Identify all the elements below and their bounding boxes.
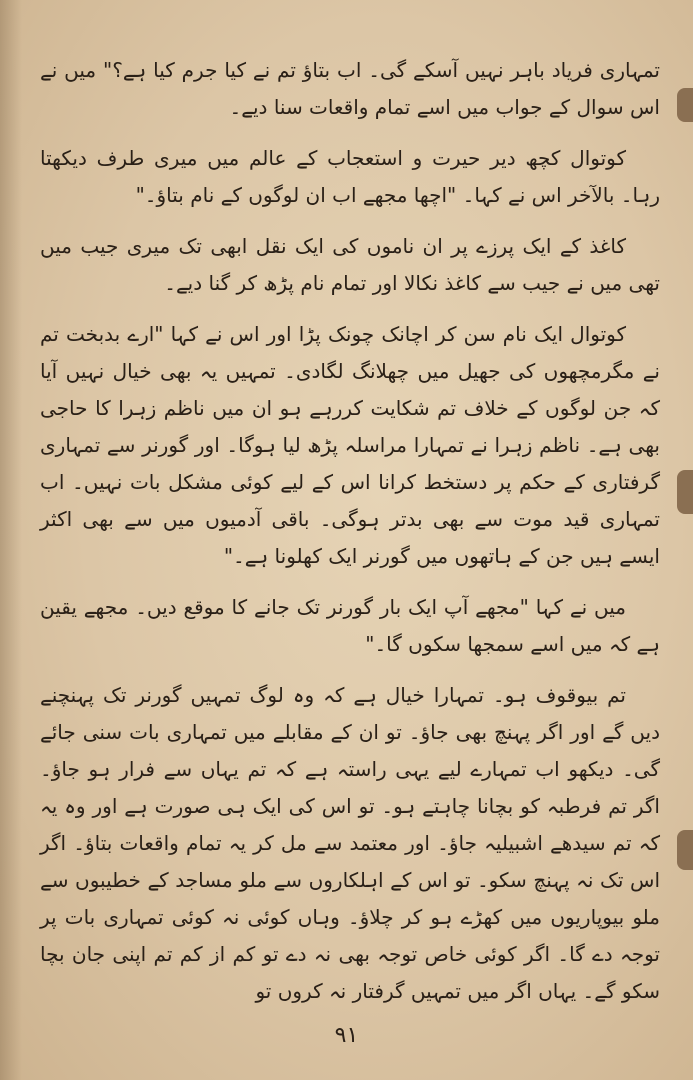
paragraph: کوتوال ایک نام سن کر اچانک چونک پڑا اور اس نے کہا "ارے بدبخت تم نے مگرمچھوں کی جھیل میں چھلانگ لگادی۔ تمہیں یہ بھی خیال نہیں آیا کہ جن لوگوں کے خلاف تم شکایت کررہے ہو ان میں ناظم زہرا کا حاجی بھی ہے۔ ناظم زہرا نے تمہارا مراسلہ پڑھ لیا ہوگا۔ اور گورنر سے تمہاری گرفتاری کے حکم پر دستخط کرانا اس کے لیے کوئی مشکل بات نہیں۔ اب تمہاری قید موت سے بھی بدتر ہوگی۔ باقی آدمیوں میں سے بھی اکثر ایسے ہیں جن کے ہاتھوں میں گورنر ایک کھلونا ہے۔" bbox=[40, 322, 660, 568]
paragraph: کاغذ کے ایک پرزے پر ان ناموں کی ایک نقل ابھی تک میری جیب میں تھی میں نے جیب سے کاغذ نکالا اور تمام نام پڑھ کر گنا دیے۔ bbox=[40, 234, 660, 295]
binding-hole-mark bbox=[677, 830, 693, 870]
paragraph: میں نے کہا "مجھے آپ ایک بار گورنر تک جانے کا موقع دیں۔ مجھے یقین ہے کہ میں اسے سمجھا سکوں گا۔" bbox=[40, 595, 660, 656]
paragraph: تمہاری فریاد باہر نہیں آسکے گی۔ اب بتاؤ تم نے کیا جرم کیا ہے؟" میں نے اس سوال کے جواب میں اسے تمام واقعات سنا دیے۔ bbox=[40, 58, 660, 119]
body-text bbox=[40, 52, 660, 1024]
page-fold-shadow bbox=[0, 0, 22, 1080]
page-number: ۹۱ bbox=[334, 1023, 359, 1048]
paragraph: کوتوال کچھ دیر حیرت و استعجاب کے عالم میں میری طرف دیکھتا رہا۔ بالآخر اس نے کہا۔ "اچھا مجھے اب ان لوگوں کے نام بتاؤ۔" bbox=[40, 146, 660, 207]
binding-hole-mark bbox=[677, 88, 693, 122]
binding-hole-mark bbox=[677, 470, 693, 514]
paragraph: تم بیوقوف ہو۔ تمہارا خیال ہے کہ وہ لوگ تمہیں گورنر تک پہنچنے دیں گے اور اگر پہنچ بھی جاؤ۔ تو ان کے مقابلے میں تمہاری بات سنی جائے گی۔ دیکھو اب تمہارے لیے یہی راستہ ہے کہ تم یہاں سے فرار ہو جاؤ۔ اگر تم فرطبہ کو بچانا چاہتے ہو۔ تو اس کی ایک ہی صورت ہے اور وہ یہ کہ تم سیدھے اشبیلیہ جاؤ۔ اور معتمد سے مل کر یہ تمام واقعات بتاؤ۔ اگر اس تک نہ پہنچ سکو۔ تو اس کے اہلکاروں سے ملو مساجد کے خطیبوں سے ملو بیوپاریوں میں کھڑے ہو کر چلاؤ۔ وہاں کوئی نہ کوئی تمہاری بات پر توجہ دے گا۔ اگر کوئی خاص توجہ بھی نہ دے تو کم از کم تم اپنی جان بچا سکو گے۔ یہاں اگر میں تمہیں گرفتار نہ کروں تو bbox=[40, 683, 660, 1003]
